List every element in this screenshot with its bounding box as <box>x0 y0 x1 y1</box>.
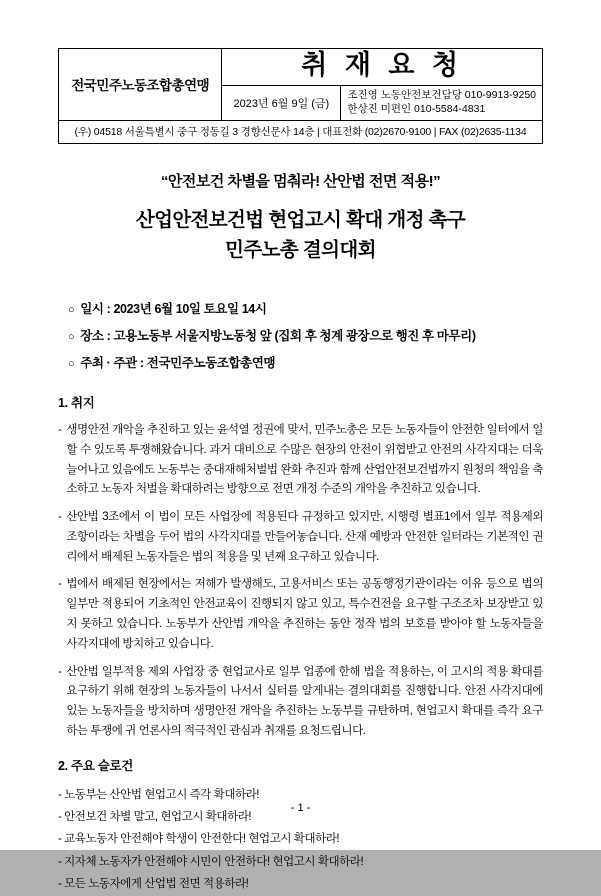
headline-block <box>58 170 543 265</box>
dash-marker: - <box>58 578 62 591</box>
document-date: 2023년 6월 9일 (금) <box>222 86 341 120</box>
letterhead-right <box>222 49 542 120</box>
paragraph-text: 산안법 일부적용 제외 사업장 중 현업교사로 일부 업종에 한해 법을 적용하는, 이 고시의 적용 확대를 요구하기 위해 현장의 노동자들이 나서서 실터를 알게내는 결의대회를 진행합니다. 안전 사각지대에 있는 노동자들을 방치하며 생명안전 개악을 추진하는 노동부를 규탄하며, 현업고시 확대를 즉각 요구하는 투쟁에 귀 언론사의 적극적인 관심과 취재를 요청드립니다. <box>66 665 543 737</box>
dash-marker: - <box>58 665 62 678</box>
info-text-location: 장소 : 고용노동부 서울지방노동청 앞 (집회 후 청계 광장으로 행진 후 마무리) <box>80 329 476 344</box>
section-title-slogans: 2. 주요 슬로건 <box>58 758 134 773</box>
contact-line-2: 한상진 미편인 010-5584-4831 <box>347 102 486 115</box>
address-bar: (우) 04518 서울특별시 중구 정동길 3 경향신문사 14층 | 대표전화 (02)2670-9100 | FAX (02)2635-1134 <box>58 120 543 144</box>
paragraph-text: 법에서 배제된 현장에서는 저해가 발생해도, 고용서비스 또는 공동행정기관이라는 이유 등으로 법의 일부만 적용되어 기초적인 안전교육이 진행되지 않고 있고, 특수건전을 요구할 구조조차 보장받고 있지 못하고 있습니다. 노동부가 산안법 개악을 추진하는 동안 정작 법의 보호를 받아야 할 노동자들을 사각지대에 방치하고 있습니다. <box>66 578 543 650</box>
organization-name: 전국민주노동조합총연맹 <box>59 49 222 120</box>
headline-quote: “안전보건 차별을 멈춰라! 산안법 전면 적용!” <box>160 172 441 190</box>
paragraph <box>58 575 543 654</box>
headline-line-2: 민주노총 결의대회 <box>225 238 376 261</box>
document-sheet <box>58 48 543 896</box>
bullet-icon: ○ <box>68 304 75 317</box>
paragraph <box>58 508 543 567</box>
info-row-datetime <box>68 299 543 317</box>
info-row-host <box>68 353 543 371</box>
slogan-item: - 안전보건 차별 말고, 현업고시 확대하라! <box>58 811 252 824</box>
event-info <box>58 299 543 371</box>
section-purpose <box>58 393 543 741</box>
letterhead-meta <box>222 86 542 120</box>
dash-marker: - <box>58 424 62 437</box>
paragraph-text: 생명안전 개악을 추진하고 있는 윤석열 정권에 맞서, 민주노총은 모든 노동자들이 안전한 일터에서 일할 수 있도록 투쟁해왔습니다. 과거 대비으로 수많은 현장의 안전이 위협받고 안전의 사각지대는 더욱 늘어나고 있음에도 노동부는 중대재해처벌법 완화 추진과 함께 산업안전보건법까지 원청의 책임을 축소하고 노동자 처벌을 확대하려는 방향으로 전면 개정 수준의 개악을 추진하고 있습니다. <box>66 424 543 496</box>
paragraph-text: 산안법 3조에서 이 법이 모든 사업장에 적용된다 규정하고 있지만, 시행령 별표1에서 일부 적용제외 조항이라는 차별을 두어 법의 사각지대를 만들어놓습니다. 산재 예방과 안전한 일터라는 기본적인 권리에서 배제된 노동자들은 법의 적용을 및 년째 요구하고 있습니다. <box>66 511 543 563</box>
info-text-datetime: 일시 : 2023년 6월 10일 토요일 14시 <box>80 302 267 317</box>
info-text-host: 주최 · 주관 : 전국민주노동조합총연맹 <box>80 356 276 371</box>
bullet-icon: ○ <box>68 358 75 371</box>
headline-line-1: 산업안전보건법 현업고시 확대 개정 촉구 <box>135 208 466 231</box>
slogan-item: - 교육노동자 안전해야 학생이 안전한다! 현업고시 확대하라! <box>58 833 340 846</box>
dash-marker: - <box>58 511 62 524</box>
letterhead <box>58 48 543 120</box>
bullet-icon: ○ <box>68 331 75 344</box>
paragraph <box>58 663 543 742</box>
info-row-location <box>68 326 543 344</box>
document-title: 취 재 요 청 <box>222 49 542 86</box>
slogan-item: - 노동부는 산안법 현업고시 즉각 확대하라! <box>58 788 260 801</box>
paragraph <box>58 421 543 500</box>
slogan-item: - 모든 노동자에게 산업법 전면 적용하라! <box>58 878 249 891</box>
contact-block <box>341 86 542 120</box>
contact-line-1: 조진영 노동안전보건담당 010-9913-9250 <box>347 88 536 101</box>
section-slogans <box>58 756 543 896</box>
page-number: - 1 - <box>290 802 311 814</box>
section-title-purpose: 1. 취지 <box>58 396 95 411</box>
slogan-item: - 지자체 노동자가 안전해야 시민이 안전하다! 현업고시 확대하라! <box>58 855 364 868</box>
